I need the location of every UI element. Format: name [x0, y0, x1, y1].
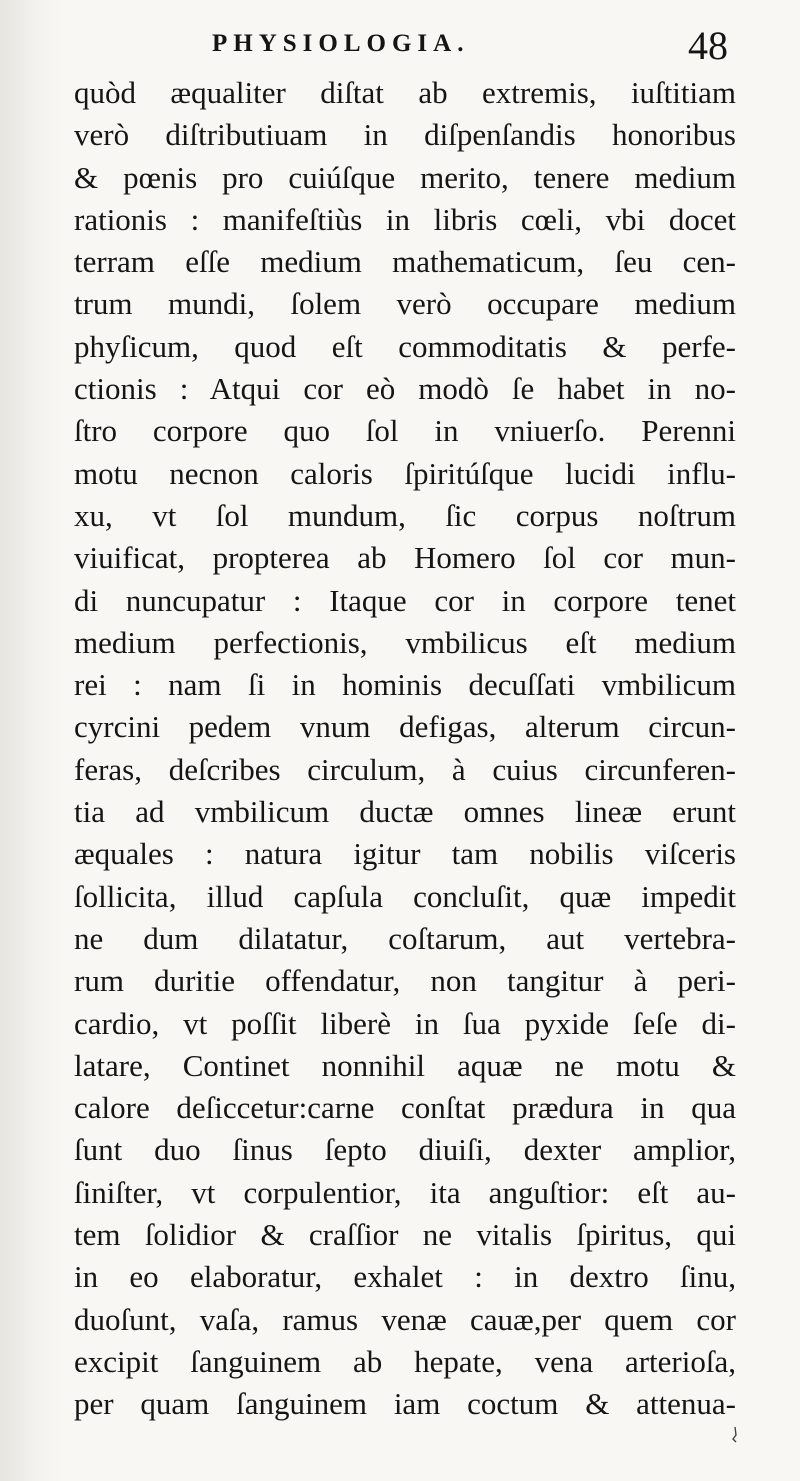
text-line: phyſicum, quod eſt commoditatis & perfe- [74, 328, 736, 364]
page-gutter-shadow [0, 0, 60, 1481]
text-line: verò diſtributiuam in diſpenſandis honoribus [74, 117, 736, 153]
text-line: cyrcini pedem vnum defigas, alterum circun- [74, 709, 736, 745]
running-title: PHYSIOLOGIA. [212, 30, 470, 57]
text-line: motu necnon caloris ſpiritúſque lucidi influ- [74, 455, 736, 491]
text-line: per quam ſanguinem iam coctum & attenua- [74, 1386, 736, 1422]
page-number: 48 [688, 23, 728, 68]
text-line: cardio, vt poſſit liberè in ſua pyxide ſeſe di- [74, 1005, 736, 1041]
text-line: feras, deſcribes circulum, à cuius circunferen- [74, 751, 736, 787]
text-line: terram eſſe medium mathematicum, ſeu cen- [74, 244, 736, 280]
text-line: æquales : natura igitur tam nobilis viſceris [74, 836, 736, 872]
text-line: latare, Continet nonnihil aquæ ne motu & [74, 1047, 736, 1083]
page-header [0, 18, 800, 78]
text-line: rei : nam ſi in hominis decuſſati vmbilicum [74, 667, 736, 703]
text-line: xu, vt ſol mundum, ſic corpus noſtrum [74, 497, 736, 533]
text-line: ſunt duo ſinus ſepto diuiſi, dexter amplior, [74, 1132, 736, 1168]
text-line: duoſunt, vaſa, ramus venæ cauæ,per quem cor [74, 1301, 736, 1337]
text-line: ſollicita, illud capſula concluſit, quæ impedit [74, 878, 736, 914]
body-text [74, 72, 736, 1426]
text-line: tia ad vmbilicum ductæ omnes lineæ erunt [74, 794, 736, 830]
text-line: viuificat, propterea ab Homero ſol cor mun- [74, 540, 736, 576]
text-line: calore deſiccetur:carne conſtat prædura in qua [74, 1090, 736, 1126]
text-line: tem ſolidior & craſſior ne vitalis ſpiritus, qui [74, 1217, 736, 1253]
text-line: rum duritie offendatur, non tangitur à peri- [74, 963, 736, 999]
text-line: ctionis : Atqui cor eò modò ſe habet in no- [74, 371, 736, 407]
text-line: excipit ſanguinem ab hepate, vena arterioſa, [74, 1343, 736, 1379]
text-line: medium perfectionis, vmbilicus eſt medium [74, 624, 736, 660]
text-line: ſiniſter, vt corpulentior, ita anguſtior: eſt au- [74, 1174, 736, 1210]
text-line: quòd æqualiter diſtat ab extremis, iuſtitiam [74, 75, 736, 110]
text-line: trum mundi, ſolem verò occupare medium [74, 286, 736, 322]
text-line: di nuncupatur : Itaque cor in corpore tenet [74, 582, 736, 618]
scan-speck-mark [730, 1425, 740, 1445]
text-line: ne dum dilatatur, coſtarum, aut vertebra- [74, 920, 736, 956]
text-line: in eo elaboratur, exhalet : in dextro ſinu, [74, 1259, 736, 1295]
text-line: ſtro corpore quo ſol in vniuerſo. Perenni [74, 413, 736, 449]
text-line: & pœnis pro cuiúſque merito, tenere medium [74, 159, 736, 195]
text-line: rationis : manifeſtiùs in libris cœli, vbi docet [74, 201, 736, 237]
